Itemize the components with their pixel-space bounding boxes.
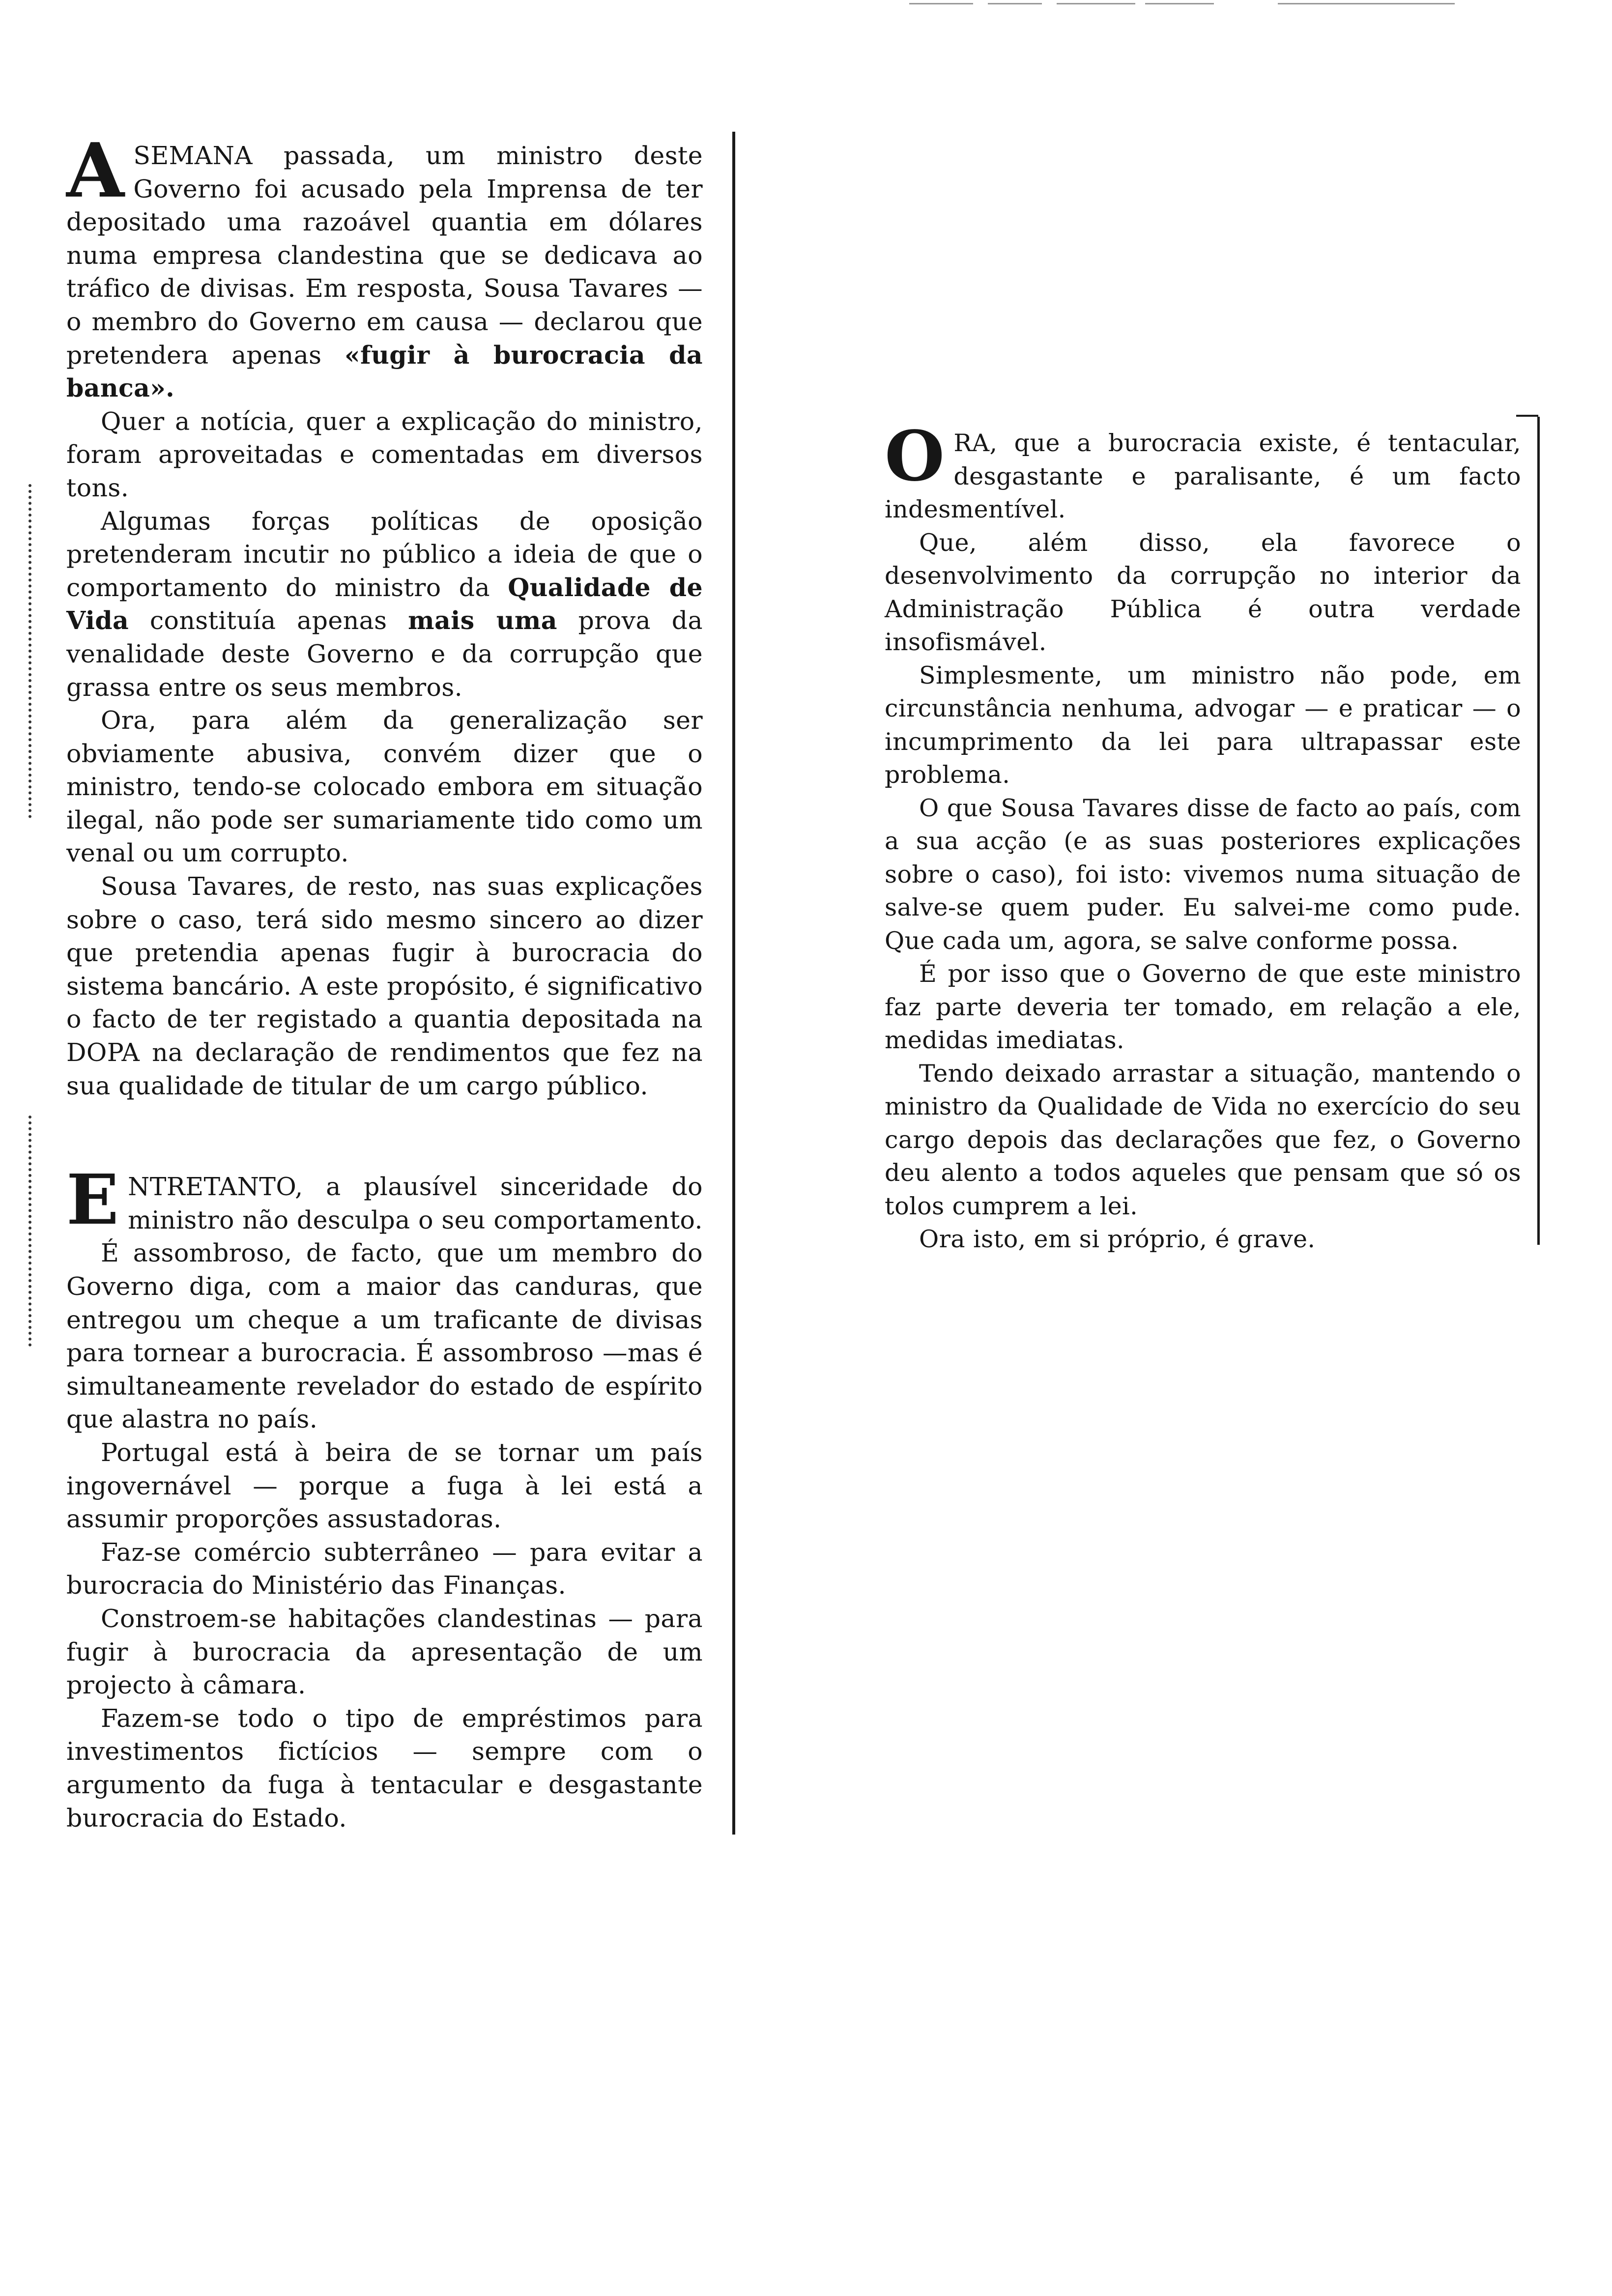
left-dotted-border (29, 484, 31, 818)
top-scan-mark (1278, 3, 1455, 4)
paragraph (66, 126, 703, 405)
emphasis-bold: mais uma (408, 606, 557, 635)
quote-bold: «fugir à burocracia da banca». (66, 340, 703, 403)
paragraph-text: SEMANA passada, um ministro deste Governo foi acusado pela Imprensa de ter depositado uma razoável quantia em dólares numa empresa clandestina que se dedicava ao tráfico de divisas. Em resposta, Sousa Tavares — o membro do Governo em causa — declarou que pretendera apenas (66, 141, 703, 370)
paragraph: O que Sousa Tavares disse de facto ao país, com a sua acção (e as suas posteriores explicações sobre o caso), foi isto: vivemos numa situação de salve-se quem puder. Eu salvei-me como pude. Que cada um, agora, se salve conforme possa. (885, 794, 1521, 955)
paragraph: Simplesmente, um ministro não pode, em circunstância nenhuma, advogar — e praticar — o incumprimento da lei para ultrapassar este problema. (885, 661, 1521, 789)
article-column-2-boxed (885, 416, 1521, 1256)
paragraph-text: prova da venalidade deste Governo e da corrupção que grassa entre os seus membros. (66, 606, 703, 702)
box-top-rule (1516, 415, 1538, 417)
paragraph: Fazem-se todo o tipo de empréstimos para investimentos fictícios — sempre com o argumento da fuga à tentacular e desgastante burocracia do Estado. (66, 1703, 703, 1833)
paragraph: Constroem-se habitações clandestinas — para fugir à burocracia da apresentação de um projecto à câmara. (66, 1604, 703, 1700)
paragraph: Tendo deixado arrastar a situação, mantendo o ministro da Qualidade de Vida no exercício do seu cargo depois das declarações que fez, o Governo deu alento a todos aqueles que pensam que só os tolos cumprem a lei. (885, 1059, 1521, 1220)
paragraph: Ora isto, em si próprio, é grave. (919, 1225, 1316, 1253)
top-scan-mark (988, 3, 1042, 4)
paragraph: Quer a notícia, quer a explicação do ministro, foram aproveitadas e comentadas em diversos tons. (66, 406, 703, 502)
column-divider-rule (732, 132, 735, 1835)
top-scan-mark (1057, 3, 1135, 4)
paragraph: Ora, para além da generalização ser obviamente abusiva, convém dizer que o ministro, tendo-se colocado embora em situação ilegal, não pode ser sumariamente tido como um venal ou um corrupto. (66, 706, 703, 868)
paragraph (885, 416, 1521, 526)
paragraph: Sousa Tavares, de resto, nas suas explicações sobre o caso, terá sido mesmo sincero ao dizer que pretendia apenas fugir à burocracia do sistema bancário. A este propósito, é significativo o facto de ter registado a quantia depositada na DOPA na declaração de rendimentos que fez na sua qualidade de titular de um cargo público. (66, 872, 703, 1100)
paragraph-text: Algumas forças políticas de oposição pretenderam incutir no público a ideia de que o comportamento do ministro da (66, 506, 703, 602)
paragraph: Faz-se comércio subterrâneo — para evitar a burocracia do Ministério das Finanças. (66, 1537, 703, 1600)
article-column-1 (66, 126, 703, 1835)
paragraph-text: RA, que a burocracia existe, é tentacular, desgastante e paralisante, é um facto indesmentível. (885, 429, 1521, 523)
drop-cap: A (66, 126, 125, 214)
paragraph: É por isso que o Governo de que este ministro faz parte deveria ter tomado, em relação a ele, medidas imediatas. (885, 960, 1521, 1054)
top-scan-mark (1145, 3, 1214, 4)
box-right-rule (1537, 417, 1540, 1245)
section-2 (66, 1160, 703, 1835)
paragraph (66, 1160, 703, 1241)
emphasis-bold: Qualidade de Vida (66, 573, 703, 635)
left-dotted-border (29, 1116, 31, 1347)
drop-cap: E (66, 1160, 119, 1241)
paragraph-text: constituía apenas (129, 606, 408, 635)
paragraph-text: NTRETANTO, a plausível sinceridade do ministro não desculpa o seu comportamento. (128, 1172, 703, 1234)
paragraph: Que, além disso, ela favorece o desenvolvimento da corrupção no interior da Administração Pública é outra verdade insofismável. (885, 528, 1521, 656)
paragraph: É assombroso, de facto, que um membro do Governo diga, com a maior das canduras, que entregou um cheque a um traficante de divisas para tornear a burocracia. É assombroso —mas é simultaneamente revelador do estado de espírito que alastra no país. (66, 1238, 703, 1434)
top-scan-mark (909, 3, 973, 4)
paragraph (66, 505, 703, 704)
paragraph: Portugal está à beira de se tornar um país ingovernável — porque a fuga à lei está a assumir proporções assustadoras. (66, 1437, 703, 1534)
drop-cap: O (885, 416, 945, 497)
